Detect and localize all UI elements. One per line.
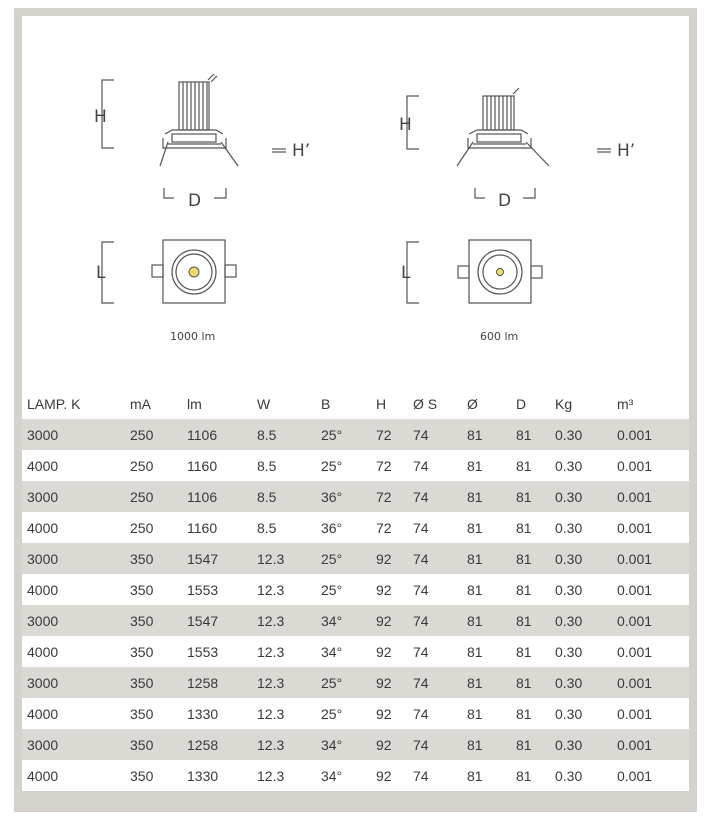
table-cell: 81 (516, 488, 532, 505)
table-cell: 0.001 (617, 426, 653, 443)
table-cell: 81 (467, 488, 483, 505)
table-cell: 12.3 (257, 674, 285, 691)
table-cell: 0.30 (555, 488, 583, 505)
table-cell: 74 (413, 674, 429, 691)
table-cell: 81 (467, 674, 483, 691)
table-cell: 12.3 (257, 612, 285, 629)
col-header: m³ (617, 395, 634, 412)
table-cell: 3000 (27, 426, 59, 443)
table-cell: 81 (516, 736, 532, 753)
table-cell: 1553 (187, 643, 219, 660)
table-cell: 12.3 (257, 643, 285, 660)
table-cell: 92 (376, 736, 392, 753)
table-cell: 81 (467, 612, 483, 629)
table-cell: 74 (413, 426, 429, 443)
table-cell: 8.5 (257, 457, 277, 474)
table-row (22, 574, 689, 605)
table-cell: 350 (130, 643, 154, 660)
table-cell: 4000 (27, 705, 59, 722)
table-cell: 25° (321, 581, 343, 598)
table-cell: 0.30 (555, 519, 583, 536)
table-cell: 0.001 (617, 767, 653, 784)
table-cell: 0.001 (617, 581, 653, 598)
table-cell: 12.3 (257, 581, 285, 598)
height-prime-label: H’ (617, 141, 636, 161)
col-header: B (321, 395, 331, 412)
table-cell: 34° (321, 736, 343, 753)
length-label: L (401, 263, 411, 283)
table-row (22, 760, 689, 791)
table-cell: 350 (130, 550, 154, 567)
table-cell: 1547 (187, 550, 219, 567)
table-cell: 3000 (27, 488, 59, 505)
table-cell: 0.001 (617, 550, 653, 567)
table-cell: 1547 (187, 612, 219, 629)
col-header: mA (130, 395, 151, 412)
table-row (22, 605, 689, 636)
col-header: Ø S (413, 395, 438, 412)
table-row (22, 419, 689, 450)
table-row (22, 698, 689, 729)
table-cell: 0.30 (555, 550, 583, 567)
table-cell: 74 (413, 550, 429, 567)
table-cell: 25° (321, 674, 343, 691)
table-cell: 12.3 (257, 705, 285, 722)
table-cell: 350 (130, 581, 154, 598)
table-cell: 0.30 (555, 581, 583, 598)
table-cell: 92 (376, 643, 392, 660)
table-cell: 0.001 (617, 612, 653, 629)
table-cell: 81 (516, 426, 532, 443)
table-cell: 3000 (27, 550, 59, 567)
table-cell: 74 (413, 643, 429, 660)
table-cell: 34° (321, 643, 343, 660)
table-cell: 0.30 (555, 426, 583, 443)
table-cell: 0.001 (617, 519, 653, 536)
table-cell: 36° (321, 519, 343, 536)
table-cell: 74 (413, 581, 429, 598)
table-cell: 250 (130, 519, 154, 536)
table-row (22, 667, 689, 698)
page-frame (14, 8, 697, 812)
table-cell: 74 (413, 767, 429, 784)
table-cell: 12.3 (257, 550, 285, 567)
product-1-flux-label: 1000 lm (170, 330, 216, 343)
table-cell: 0.30 (555, 674, 583, 691)
table-cell: 74 (413, 457, 429, 474)
content-panel (22, 16, 689, 791)
technical-drawings (22, 16, 689, 388)
table-cell: 12.3 (257, 736, 285, 753)
table-cell: 350 (130, 767, 154, 784)
table-cell: 92 (376, 612, 392, 629)
table-cell: 250 (130, 488, 154, 505)
table-cell: 74 (413, 612, 429, 629)
table-cell: 0.001 (617, 736, 653, 753)
table-cell: 3000 (27, 674, 59, 691)
table-cell: 81 (516, 581, 532, 598)
table-cell: 1106 (187, 488, 218, 505)
table-row (22, 543, 689, 574)
table-cell: 4000 (27, 519, 59, 536)
table-cell: 1258 (187, 736, 219, 753)
diameter-label: D (498, 191, 512, 211)
table-cell: 81 (516, 674, 532, 691)
table-cell: 0.001 (617, 705, 653, 722)
table-cell: 25° (321, 426, 343, 443)
table-cell: 250 (130, 426, 154, 443)
table-cell: 8.5 (257, 488, 277, 505)
table-cell: 92 (376, 581, 392, 598)
height-label: H (94, 107, 107, 127)
table-cell: 3000 (27, 612, 59, 629)
table-cell: 74 (413, 705, 429, 722)
table-cell: 72 (376, 426, 392, 443)
col-header: D (516, 395, 527, 412)
table-cell: 34° (321, 612, 343, 629)
table-cell: 0.001 (617, 488, 653, 505)
table-header-row (22, 388, 689, 419)
table-cell: 0.30 (555, 705, 583, 722)
col-header: H (376, 395, 387, 412)
table-cell: 4000 (27, 643, 59, 660)
table-cell: 0.001 (617, 674, 653, 691)
table-cell: 81 (516, 519, 532, 536)
table-cell: 81 (467, 705, 483, 722)
table-cell: 0.30 (555, 457, 583, 474)
table-cell: 0.30 (555, 612, 583, 629)
table-cell: 1330 (187, 767, 219, 784)
table-cell: 0.30 (555, 767, 583, 784)
table-cell: 81 (467, 550, 483, 567)
table-cell: 3000 (27, 736, 59, 753)
table-cell: 81 (516, 457, 532, 474)
table-cell: 250 (130, 457, 154, 474)
table-cell: 4000 (27, 581, 59, 598)
table-cell: 34° (321, 767, 343, 784)
table-cell: 92 (376, 767, 392, 784)
table-body (22, 419, 689, 791)
specifications-table (22, 388, 689, 791)
height-prime-label: H’ (292, 141, 311, 161)
table-cell: 92 (376, 550, 392, 567)
table-cell: 81 (467, 519, 483, 536)
table-cell: 0.001 (617, 643, 653, 660)
table-cell: 1553 (187, 581, 219, 598)
col-header: Kg (555, 395, 573, 412)
table-cell: 74 (413, 488, 429, 505)
table-cell: 72 (376, 457, 392, 474)
table-cell: 25° (321, 705, 343, 722)
table-cell: 81 (467, 426, 483, 443)
table-cell: 25° (321, 457, 343, 474)
table-cell: 4000 (27, 767, 59, 784)
table-cell: 350 (130, 736, 154, 753)
table-cell: 25° (321, 550, 343, 567)
col-header: LAMP. K (27, 395, 81, 412)
product-2-flux-label: 600 lm (480, 330, 519, 343)
table-cell: 81 (467, 767, 483, 784)
col-header: W (257, 395, 271, 412)
table-cell: 92 (376, 705, 392, 722)
col-header: lm (187, 395, 202, 412)
table-cell: 350 (130, 674, 154, 691)
table-row (22, 512, 689, 543)
table-cell: 81 (467, 643, 483, 660)
table-cell: 4000 (27, 457, 59, 474)
led-dot (497, 269, 504, 276)
table-cell: 92 (376, 674, 392, 691)
table-row (22, 636, 689, 667)
table-cell: 81 (467, 736, 483, 753)
table-row (22, 729, 689, 760)
table-cell: 81 (467, 457, 483, 474)
length-label: L (96, 263, 106, 283)
table-cell: 74 (413, 519, 429, 536)
table-cell: 81 (467, 581, 483, 598)
table-cell: 8.5 (257, 426, 277, 443)
table-cell: 74 (413, 736, 429, 753)
table-cell: 36° (321, 488, 343, 505)
table-cell: 1160 (187, 519, 218, 536)
table-cell: 1106 (187, 426, 218, 443)
height-label: H (399, 115, 412, 135)
table-row (22, 450, 689, 481)
table-cell: 81 (516, 612, 532, 629)
table-cell: 72 (376, 488, 392, 505)
table-cell: 0.30 (555, 736, 583, 753)
table-cell: 81 (516, 767, 532, 784)
table-cell: 8.5 (257, 519, 277, 536)
table-cell: 81 (516, 643, 532, 660)
table-cell: 1330 (187, 705, 219, 722)
table-cell: 1258 (187, 674, 219, 691)
table-row (22, 481, 689, 512)
table-cell: 350 (130, 612, 154, 629)
table-cell: 350 (130, 705, 154, 722)
led-dot (189, 267, 199, 277)
table-cell: 0.30 (555, 643, 583, 660)
table-cell: 1160 (187, 457, 218, 474)
table-cell: 12.3 (257, 767, 285, 784)
table-cell: 81 (516, 705, 532, 722)
table-cell: 72 (376, 519, 392, 536)
table-cell: 81 (516, 550, 532, 567)
col-header: Ø (467, 395, 478, 412)
table-cell: 0.001 (617, 457, 653, 474)
diameter-label: D (188, 191, 202, 211)
